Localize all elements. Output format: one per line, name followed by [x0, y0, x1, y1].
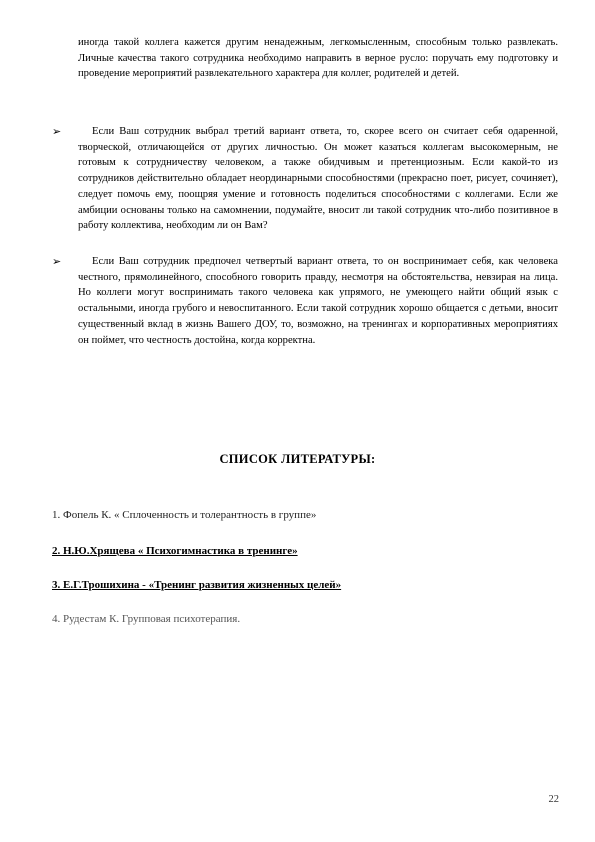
- arrow-bullet-icon: ➢: [52, 125, 62, 138]
- reference-item: 3. Е.Г.Трошихина - «Тренинг развития жизненных целей»: [52, 579, 342, 591]
- references-heading: СПИСОК ЛИТЕРАТУРЫ:: [219, 452, 376, 466]
- intro-paragraph: иногда такой коллега кажется другим ненадежным, легкомысленным, способным только развлекать. Личные качества такого сотрудника необходимо направить в верное русло: поручать ему подготовку и проведение мероприятий развлекательного характера для коллег, родителей и детей.: [78, 37, 558, 80]
- bullet-item-third-variant: [52, 124, 558, 234]
- reference-item: 2. Н.Ю.Хрящева « Психогимнастика в тренинге»: [52, 545, 298, 557]
- bullet-text: Если Ваш сотрудник предпочел четвертый вариант ответа, то он воспринимает себя, как человека честного, прямолинейного, способного говорить правду, несмотря на обстоятельства, невзирая на лица. Но коллеги могут воспринимать такого человека как упрямого, не умеющего найти общий язык с остальными, иногда грубого и невоспитанного. Если такой сотрудник хорошо общается с детьми, вносит существенный вклад в жизнь Вашего ДОУ, то, возможно, на тренингах и корпоративных мероприятиях он поймет, что честность достойна, когда корректна.: [78, 256, 558, 346]
- reference-item: 1. Фопель К. « Сплоченность и толерантность в группе»: [52, 509, 317, 521]
- reference-item: 4. Рудестам К. Групповая психотерапия.: [52, 613, 241, 625]
- arrow-bullet-icon: ➢: [52, 255, 62, 268]
- page-number: 22: [548, 794, 559, 805]
- bullet-item-fourth-variant: [52, 254, 558, 348]
- bullet-text: Если Ваш сотрудник выбрал третий вариант ответа, то, скорее всего он считает себя одаренной, творческой, отличающейся от других личностью. Он может казаться коллегам высокомерным, не готовым к сотрудничеству человеком, а также обидчивым и претенциозным. Если какой-то из сотрудников действительно обладает неординарными способностями (прекрасно поет, рисует, сочиняет), следует помочь ему, поощряя умение и готовность поделиться способностями с коллегами. Если же амбиции основаны только на самомнении, подумайте, вносит ли такой сотрудник что-либо позитивное в работу коллектива, необходим ли он Вам?: [78, 126, 558, 232]
